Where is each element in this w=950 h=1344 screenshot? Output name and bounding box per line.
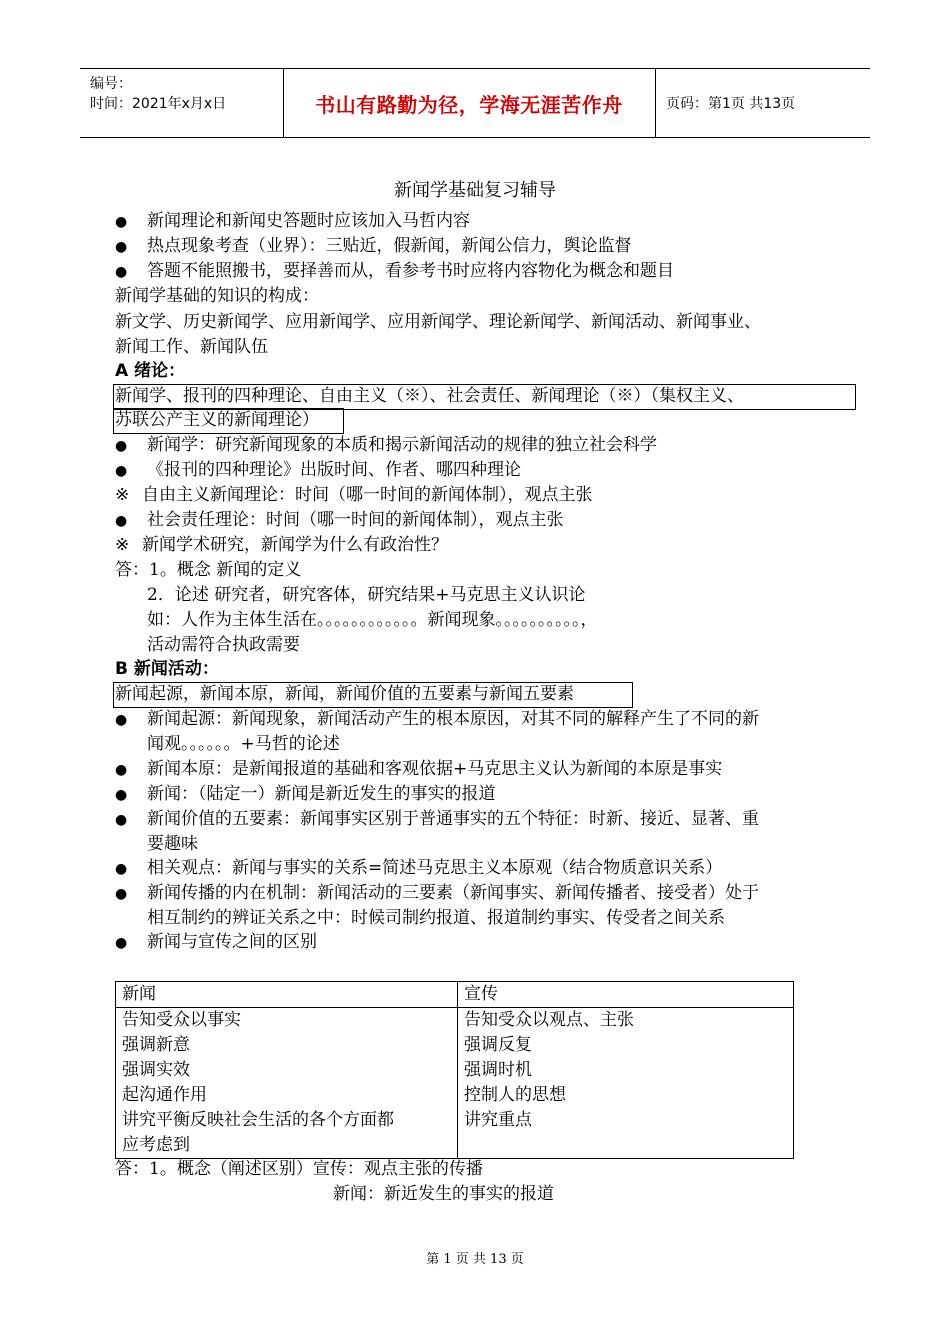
header-motto: 书山有路勤为径，学海无涯苦作舟 xyxy=(283,69,656,137)
bullet-icon: ● xyxy=(115,463,128,479)
bullet-icon: ● xyxy=(115,762,128,778)
bullet-icon: ● xyxy=(115,861,128,877)
section-a-heading: A 绪论： xyxy=(115,361,186,381)
header-page-info: 页码：第1页 共13页 xyxy=(666,96,796,112)
header-meta xyxy=(80,69,284,137)
document-header xyxy=(80,68,870,138)
composition-line: 新文学、历史新闻学、应用新闻学、应用新闻学、理论新闻学、新闻活动、新闻事业、 xyxy=(115,312,761,332)
list-item: 《报刊的四种理论》出版时间、作者、哪四种理论 xyxy=(147,460,521,480)
list-item: 新闻学术研究，新闻学为什么有政治性？ xyxy=(142,535,448,555)
bullet-icon: ● xyxy=(115,812,128,828)
answer-line: 活动需符合执政需要 xyxy=(147,635,300,655)
table-row xyxy=(116,1008,794,1159)
list-item: 答题不能照搬书，要择善而从，看参考书时应将内容物化为概念和题目 xyxy=(147,261,674,281)
cell-line: 告知受众以观点、主张 xyxy=(464,1010,634,1030)
list-item: 社会责任理论：时间（哪一时间的新闻体制），观点主张 xyxy=(147,510,564,530)
list-item-continued: 闻观。。。。。。+马哲的论述 xyxy=(147,734,340,754)
composition-line: 新闻工作、新闻队伍 xyxy=(115,337,268,357)
answer-line: 如：人作为主体生活在。。。。。。。。。。。。新闻现象。。。。。。。。。。， xyxy=(147,610,598,630)
list-item-continued: 要趣味 xyxy=(147,834,198,854)
section-b-heading: B 新闻活动： xyxy=(115,659,219,679)
list-item: 新闻本原：是新闻报道的基础和客观依据+马克思主义认为新闻的本原是事实 xyxy=(147,759,723,779)
cell-line: 强调时机 xyxy=(464,1060,532,1080)
bullet-icon: ● xyxy=(115,264,128,280)
list-item: 新闻与宣传之间的区别 xyxy=(147,932,317,952)
cell-line: 强调新意 xyxy=(122,1035,190,1055)
bullet-icon: ● xyxy=(115,712,128,728)
answer-line: 2．论述 研究者，研究客体，研究结果+马克思主义认识论 xyxy=(147,585,586,605)
list-item: 热点现象考查（业界）：三贴近，假新闻，新闻公信力，舆论监督 xyxy=(147,236,632,256)
number-label: 编号： xyxy=(90,76,132,92)
cell-line: 起沟通作用 xyxy=(122,1085,207,1105)
cell-line: 讲究重点 xyxy=(464,1110,532,1130)
list-item: 新闻理论和新闻史答题时应该加入马哲内容 xyxy=(147,211,470,231)
cell-line: 告知受众以事实 xyxy=(122,1010,241,1030)
answer-line: 答：1。概念（阐述区别）宣传：观点主张的传播 xyxy=(115,1159,483,1179)
list-item: 新闻价值的五要素：新闻事实区别于普通事实的五个特征：时新、接近、显著、重 xyxy=(147,809,759,829)
bullet-icon: ● xyxy=(115,438,128,454)
table-header-cell: 宣传 xyxy=(458,982,794,1008)
cell-line: 强调反复 xyxy=(464,1035,532,1055)
list-item: 新闻：（陆定一）新闻是新近发生的事实的报道 xyxy=(147,784,496,804)
reference-mark-icon: ※ xyxy=(115,485,130,505)
document-title: 新闻学基础复习辅导 xyxy=(394,180,556,201)
list-item: 新闻学：研究新闻现象的本质和揭示新闻活动的规律的独立社会科学 xyxy=(147,435,657,455)
bullet-icon: ● xyxy=(115,239,128,255)
table-cell-propaganda xyxy=(458,1008,794,1159)
answer-line: 新闻：新近发生的事实的报道 xyxy=(333,1184,554,1204)
list-item: 相关观点：新闻与事实的关系=简述马克思主义本原观（结合物质意识关系） xyxy=(147,858,723,878)
table-header-row xyxy=(116,982,794,1008)
page-footer: 第 1 页 共 13 页 xyxy=(426,1252,524,1267)
list-item-continued: 相互制约的辨证关系之中：时候司制约报道、报道制约事实、传受者之间关系 xyxy=(147,908,725,928)
cell-line: 讲究平衡反映社会生活的各个方面都 xyxy=(122,1110,394,1130)
bullet-icon: ● xyxy=(115,935,128,951)
bullet-icon: ● xyxy=(115,886,128,902)
list-item: 新闻传播的内在机制：新闻活动的三要素（新闻事实、新闻传播者、接受者）处于 xyxy=(147,883,759,903)
table-header-cell: 新闻 xyxy=(116,982,458,1008)
date-label: 时间：2021年x月x日 xyxy=(90,96,227,112)
answer-line: 答：1。概念 新闻的定义 xyxy=(115,560,302,580)
cell-line: 控制人的思想 xyxy=(464,1085,566,1105)
section-a-box-line: 苏联公产主义的新闻理论） xyxy=(115,410,319,430)
section-b-box-line: 新闻起源，新闻本原，新闻，新闻价值的五要素与新闻五要素 xyxy=(115,684,574,704)
bullet-icon: ● xyxy=(115,214,128,230)
section-a-box-line: 新闻学、报刊的四种理论、自由主义（※）、社会责任、新闻理论（※）（集权主义、 xyxy=(115,386,744,406)
table-cell-news xyxy=(116,1008,458,1159)
composition-heading: 新闻学基础的知识的构成： xyxy=(115,286,319,306)
cell-line: 强调实效 xyxy=(122,1060,190,1080)
list-item: 新闻起源：新闻现象，新闻活动产生的根本原因，对其不同的解释产生了不同的新 xyxy=(147,709,759,729)
comparison-table xyxy=(115,981,794,1159)
reference-mark-icon: ※ xyxy=(115,535,130,555)
bullet-icon: ● xyxy=(115,787,128,803)
bullet-icon: ● xyxy=(115,513,128,529)
list-item: 自由主义新闻理论：时间（哪一时间的新闻体制），观点主张 xyxy=(142,485,593,505)
cell-line: 应考虑到 xyxy=(122,1135,190,1155)
